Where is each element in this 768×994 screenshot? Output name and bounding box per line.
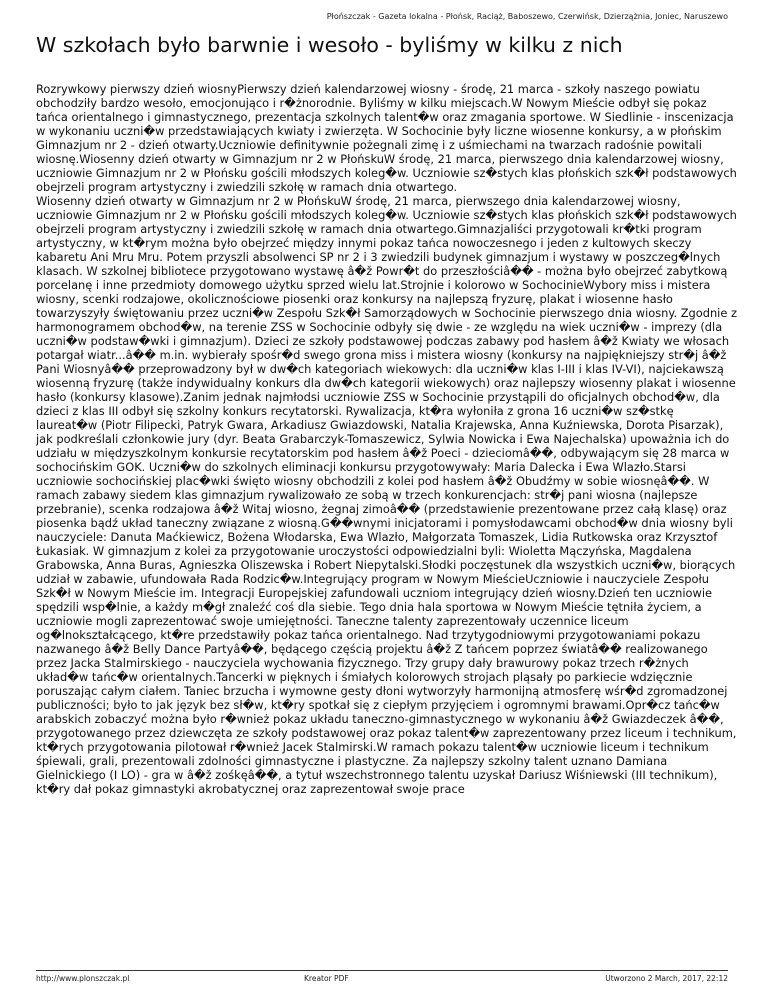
article-title: W szkołach było barwnie i wesoło - byliśmy w kilku z nich xyxy=(36,33,623,57)
running-header: Płońszczak - Gazeta lokalna - Płońsk, Raciąż, Baboszewo, Czerwińsk, Dzierzążnia, Joniec, Naruszewo xyxy=(326,12,728,21)
footer-generator: Kreator PDF xyxy=(304,974,349,983)
page-footer xyxy=(36,970,728,985)
article-paragraph: Rozrywkowy pierwszy dzień wiosnyPierwszy dzień kalendarzowej wiosny - środę, 21 marca - szkoły naszego powiatu obchodziły bardzo wesoło, emocjonująco i r�żnorodnie. Byliśmy w kilku miejscach.W Nowym Mieście odbył się pokaz tańca orientalnego i gimnastycznego, prezentacja szkolnych talent�w oraz zmagania sportowe. W Siedlinie - inscenizacja w wykonaniu uczni�w przedstawiających kwiaty i zwierzęta. W Sochocinie były liczne wiosenne konkursy, a w płońskim Gimnazjum nr 2 - dzień otwarty.Uczniowie definitywnie pożegnali zimę i z uśmiechami na twarzach radośnie powitali wiosnę.Wiosenny dzień otwarty w Gimnazjum nr 2 w PłońskuW środę, 21 marca, pierwszego dnia kalendarzowej wiosny, uczniowie Gimnazjum nr 2 w Płońsku gościli młodszych koleg�w. Uczniowie sz�stych klas płońskich szk�ł podstawowych obejrzeli program artystyczny i zwiedzili szkołę w ramach dnia otwartego. xyxy=(36,82,741,194)
article-body xyxy=(36,82,741,974)
footer-created-date: Utworzono 2 March, 2017, 22:12 xyxy=(605,974,728,983)
footer-url-link[interactable]: http://www.plonszczak.pl xyxy=(36,974,130,983)
article-paragraph: Wiosenny dzień otwarty w Gimnazjum nr 2 w PłońskuW środę, 21 marca, pierwszego dnia kalendarzowej wiosny, uczniowie Gimnazjum nr 2 w Płońsku gościli młodszych koleg�w. Uczniowie sz�stych klas płońskich szk�ł podstawowych obejrzeli program artystyczny i zwiedzili szkołę w ramach dnia otwartego.Gimnazjaliści przygotowali kr�tki program artystyczny, w kt�rym można było obejrzeć między innymi pokaz tańca nowoczesnego i jeden z kultowych skeczy kabaretu Ani Mru Mru. Potem przyszli absolwenci SP nr 2 i 3 zwiedzili budynek gimnazjum i wystawy w poszczeg�lnych klasach. W szkolnej bibliotece przygotowano wystawę â�ž Powr�t do przeszłościâ�� - można było obejrzeć zabytkową porcelanę i inne przedmioty domowego użytku sprzed wielu lat.Strojnie i kolorowo w SochocinieWybory miss i mistera wiosny, scenki rodzajowe, okolicznościowe piosenki oraz konkursy na najlepszą fryzurę, plakat i wiosenne hasło towarzyszyły świętowaniu przez uczni�w Zespołu Szk�ł Samorządowych w Sochocinie pierwszego dnia wiosny. Zgodnie z harmonogramem obchod�w, na terenie ZSS w Sochocinie odbyły się dwie - ze względu na wiek uczni�w - imprezy (dla uczni�w podstaw�wki i gimnazjum). Dzieci ze szkoły podstawowej podczas zabawy pod hasłem â�ž Kwiaty we włosach potargał wiatr...â�� m.in. wybierały spośr�d swego grona miss i mistera wiosny (konkursy na najpiękniejszy str�j â�ž Pani Wiosnyâ�� przeprowadzony był w dw�ch kategoriach wiekowych: dla uczni�w klas I-III i klas IV-VI), najciekawszą wiosenną fryzurę (także indywidualny konkurs dla dw�ch kategorii wiekowych) oraz najlepszy wiosenny plakat i wiosenne hasło (konkursy klasowe).Zanim jednak najmłodsi uczniowie ZSS w Sochocinie przystąpili do oficjalnych obchod�w, dla dzieci z klas III odbył się szkolny konkurs recytatorski. Rywalizacja, kt�ra wyłoniła z grona 16 uczni�w sz�stkę laureat�w (Piotr Filipecki, Patryk Gwara, Arkadiusz Gwiazdowski, Natalia Krajewska, Anna Kuźniewska, Dorota Pisarzak), jak podkreślali członkowie jury (dyr. Beata Grabarczyk-Tomaszewicz, Sylwia Nowicka i Ewa Najechalska) upoważnia ich do udziału w międzyszkolnym konkursie recytatorskim pod hasłem â�ž Poeci - dzieciomâ��, odbywającym się 28 marca w sochocińskim GOK. Uczni�w do szkolnych eliminacji konkursu przygotowywały: Maria Dalecka i Ewa Wlazło.Starsi uczniowie sochocińskiej plac�wki święto wiosny obchodzili z kolei pod hasłem â�ž Obudźmy w sobie wiosnęâ��. W ramach zabawy siedem klas gimnazjum rywalizowało ze sobą w trzech konkurencjach: str�j pani wiosna (najlepsze przebranie), scenka rodzajowa â�ž Witaj wiosno, żegnaj zimoâ�� (przedstawienie prezentowane przez całą klasę) oraz piosenka bądź układ taneczny związane z wiosną.G��wnymi inicjatorami i pomysłodawcami obchod�w dnia wiosny byli nauczyciele: Danuta Maćkiewicz, Bożena Włodarska, Ewa Wlazło, Małgorzata Tomaszek, Lidia Rutkowska oraz Krzysztof Łukasiak. W gimnazjum z kolei za przygotowanie uroczystości odpowiedzialni byli: Wioletta Mączyńska, Magdalena Grabowska, Anna Buras, Agnieszka Oliszewska i Robert Niepytalski.Słodki poczęstunek dla wszystkich uczni�w, biorących udział w zabawie, ufundowała Rada Rodzic�w.Integrujący program w Nowym MieścieUczniowie i nauczyciele Zespołu Szk�ł w Nowym Mieście im. Integracji Europejskiej zafundowali uczniom integrujący dzień wiosny.Dzień ten uczniowie spędzili wsp�lnie, a każdy m�gł znaleźć coś dla siebie. Tego dnia hala sportowa w Nowym Mieście tętniła życiem, a uczniowie mogli zaprezentować swoje umiejętności. Taneczne talenty zaprezentowały uczennice liceum og�lnokształcącego, kt�re przedstawiły pokaz tańca orientalnego. Nad trzytygodniowymi przygotowaniami pokazu nazwanego â�ž Belly Dance Partyâ��, będącego częścią projektu â�ž Z tańcem poprzez światâ�� realizowanego przez Jacka Stalmirskiego - nauczyciela wychowania fizycznego. Trzy grupy dały brawurowy pokaz trzech r�żnych układ�w tańc�w orientalnych.Tancerki w pięknych i śmiałych kolorowych strojach pląsały po parkiecie wdzięcznie poruszając całym ciałem. Taniec brzucha i wymowne gesty dłoni wytworzyły harmonijną atmosferę wśr�d zgromadzonej publiczności; było to jak język bez sł�w, kt�ry spotkał się z ciepłym przyjęciem i ogromnymi brawami.Opr�cz tańc�w arabskich zobaczyć można było r�wnież pokaz układu taneczno-gimnastycznego w wykonaniu â�ž Gwiazdeczek â��, przygotowanego przez dziewczęta ze szkoły podstawowej oraz pokaz talent�w zaprezentowany przez liceum i technikum, kt�rych przygotowania pilotował r�wnież Jacek Stalmirski.W ramach pokazu talent�w uczniowie liceum i technikum śpiewali, grali, prezentowali zdolności gimnastyczne i plastyczne. Za najlepszy szkolny talent uznano Damiana Gielnickiego (I LO) - gra w â�ž zośkęâ��, a tytuł wszechstronnego talentu uzyskał Dariusz Wiśniewski (III technikum), kt�ry dał pokaz gimnastyki akrobatycznej oraz zaprezentował swoje prace xyxy=(36,194,741,796)
